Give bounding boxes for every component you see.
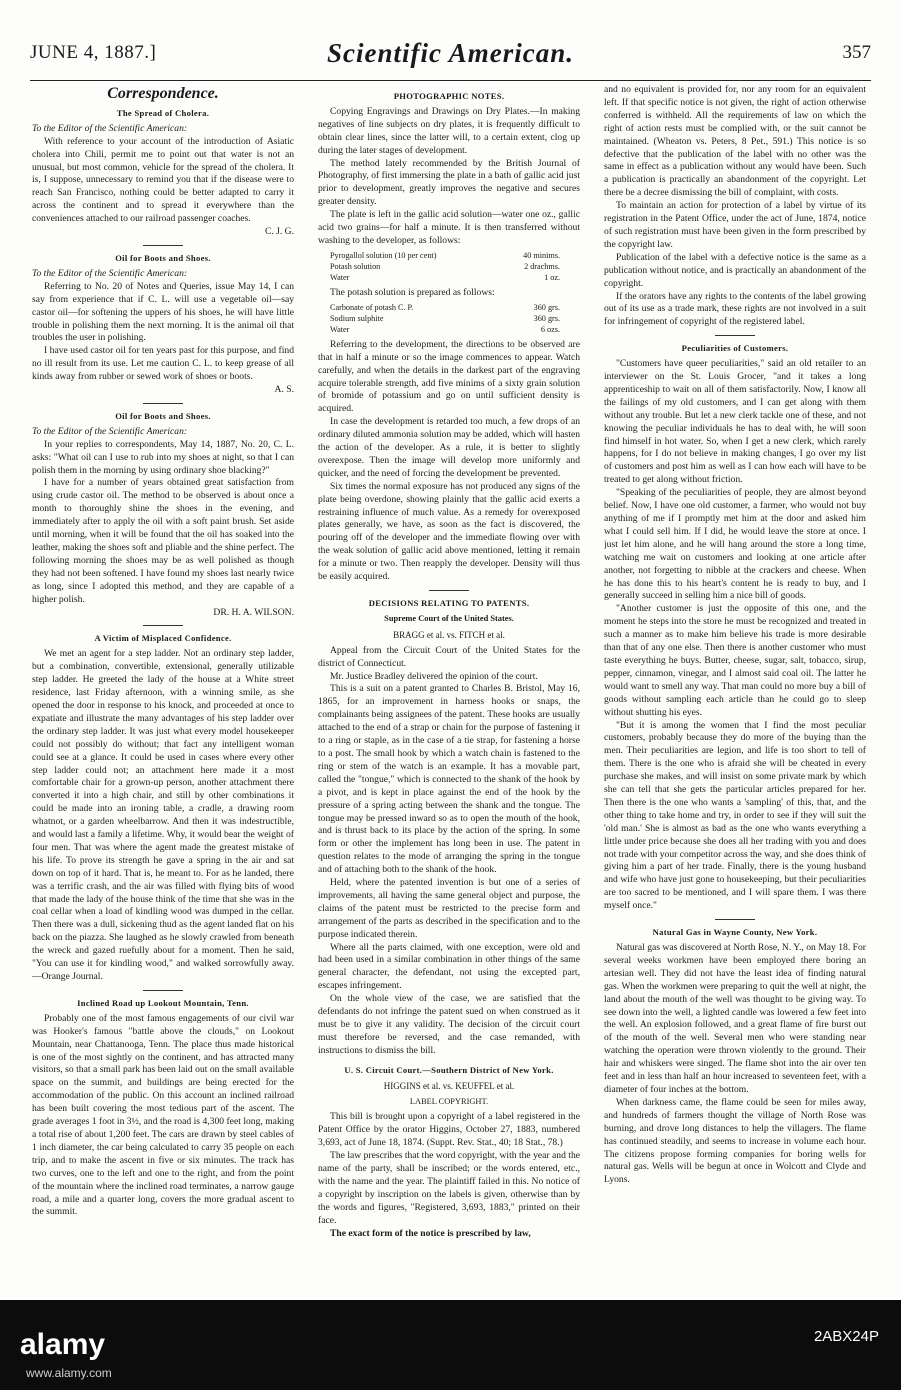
- article-body: Appeal from the Circuit Court of the United States for the district of Connecticut.: [318, 644, 580, 669]
- divider: [715, 919, 755, 920]
- potash-formula: [330, 302, 580, 335]
- article-body: I have for a number of years obtained great satisfaction from using crude castor oil. The method to be observed is about once a month to thoroughly shine the shoes in the evening, and immediately after to apply the oil with a soft paint brush. Set aside until morning, when it will be found that the oil has soaked into the leather, making the shoes soft and pliable and the shine perfect. The following morning the shoes may be as well polished as though they had not been softened. I have found my shoes last nearly twice as long, since I adopted this method, and they are capable of a higher polish.: [32, 477, 294, 605]
- header-rule: [30, 80, 871, 81]
- article-body: Copying Engravings and Drawings on Dry Plates.—In making negatives of line subjects on dry plates, it is frequently difficult to obtain clear lines, since the latter will, to a certain extent, clog up during the later stages of development.: [318, 105, 580, 156]
- formula-row: Water 6 ozs.: [330, 324, 560, 334]
- alamy-logo: alamy: [20, 1328, 106, 1361]
- article-body: In case the development is retarded too much, a few drops of an ordinary diluted ammonia solution may be added, which will hasten the action of the developer. As a rule, it is better to slightly overexpose. Then the image will develop more uniformly and quicker, and the need of forcing the development be prevented.: [318, 416, 580, 479]
- article-heading-circuit: U. S. Circuit Court.—Southern District of New York.: [344, 1064, 554, 1075]
- article-body: Publication of the label with a defective notice is the same as a publication without notice, and is practically an abandonment of the copyright.: [604, 251, 866, 289]
- signature: A. S.: [274, 384, 294, 396]
- formula-row: Water 1 oz.: [330, 272, 560, 282]
- formula-row: Potash solution 2 drachms.: [330, 261, 560, 271]
- article-body: To maintain an action for protection of a label by virtue of its registration in the Patent Office, under the act of June, 1874, notice of such registration must have been given in the form prescribed by the copyright law.: [604, 200, 866, 250]
- article-body: Where all the parts claimed, with one exception, were old and had been used in a similar combination in other things of the same general character, the defendant, not using the excepted part, escapes infringement.: [318, 941, 580, 992]
- case-name: BRAGG et al. vs. FITCH et al.: [393, 629, 505, 640]
- article-body: Probably one of the most famous engagements of our civil war was Hooker's famous "battle above the clouds," on Lookout Mountain, near Chattanooga, Tenn. The place thus made historical is one of the most sightly on the continent, and has attracted many visitors, so that a small park has been laid out on the small available space on the summit, and buildings are being erected for the accommodation of the public. On this account an inclined railroad has been built covering the most tedious part of the ascent. The grade averages 1 foot in 3½, and the road is 4,300 feet long, making a total rise of about 1,200 feet. The cars are drawn by steel cables of 1 inch diameter, the car being calculated to carry 35 people on each trip, and to make the ascent in five or six minutes. The track has two curves, one to the left and one to the right, and from the point of the mountain where the inclined road terminates, a narrow gauge road, a mile and a quarter long, covers the more gradual ascent to the summit.: [32, 1012, 294, 1218]
- article-body: We met an agent for a step ladder. Not an ordinary step ladder, but a combination, convertible, extensional, generally utilizable step ladder. He greeted the lady of the house at a White street residence, last Friday afternoon, with a winning smile, as she opened the door in response to his knock, and proceeded at once to expatiate and illustrate the many advantages of his step ladder over the ordinary step ladder. It was just what every model housekeeper could not possibly do without; that fact any intelligent woman could see at a glance. It could be used in cases where every other step ladder could not; an attachment here made it a most comfortable chair for a grown-up person, another attachment there converted it into a high chair, and still by other combinations it could be made into an ironing table, a cradle, a drawing room whatnot, or a garden wheelbarrow. And then it was indestructible, and would last a family a lifetime. Why, it would bear the weight of four men. That was where the agent made the greatest mistake of his life. To prove its strength he gave a spring in the air and sat down on top of it hard. That is, he meant to. For as he landed, there was a terrific crash, and the air was filled with flying bits of wood that made the lady of the house think of the time that she was in the coal cellar when a load of kindling wood was dumped in the cellar. Then there was a dull, sickening thud as the agent landed flat on his back on the piazza. She laughed as he slowly crawled from beneath the wreck and gazed ruefully about for a moment. Then he said, "You can use it for kindling wood," and walked sorrowfully away.—Orange Journal.: [32, 648, 294, 982]
- article-body: If the orators have any rights to the contents of the label growing out of its use as a trade mark, these rights are not involved in a suit for infringement of copyright of the registered label.: [604, 290, 866, 328]
- article-body: Natural gas was discovered at North Rose, N. Y., on May 18. For several weeks workmen have been employed there boring an artesian well. They did not have the least idea of finding natural gas. When the workmen were preparing to quit the well at night, the land about the mouth of the well was thought to be giving way. To see down into the well, a lighted candle was lowered a few feet into the well. An explosion followed, and a great flame of fire burst out of the mouth of the well. Several men who were standing near watching the operation were thrown violently to the ground. Their hair and whiskers were singed. The flame shot into the air over ten feet and in less than half an hour increased to seventeen feet, with a diameter of four inches at the bottom.: [604, 942, 866, 1095]
- article-body: In your replies to correspondents, May 14, 1887, No. 20, C. L. asks: "What oil can I use to rub into my shoes at night, so that I can polish them in the morning by using ordinary shoe blacking?": [32, 438, 294, 476]
- credit-url: www.alamy.com: [26, 1366, 112, 1380]
- signature: DR. H. A. WILSON.: [213, 606, 294, 618]
- article-body: On the whole view of the case, we are satisfied that the defendants do not infringe the patent sued on when construed as it must be to give it any validity. The decision of the circuit court must therefore be reversed, and the case remanded, with instructions to dismiss the bill.: [318, 993, 580, 1056]
- formula-row: Pyrogallol solution (10 per cent) 40 minims.: [330, 250, 560, 260]
- article-body: "Another customer is just the opposite of this one, and the moment he steps into the store he must be recognized and treated in such a manner as to make him believe his trade is more desirable than that of any one else. Then there is another customer who must taste everything he buys. Butter, cheese, sugar, salt, tobacco, sirup, pepper, cinnamon, vinegar, and I almost said coal oil. The latter he would want to smell any way. That man could no more buy a bill of goods without sampling each article than he could go to sleep without shutting his eyes.: [604, 603, 866, 718]
- article-body: Referring to the development, the directions to be observed are that in half a minute or so the image commences to appear. Watch carefully, and when the details in the darkest part of the engraving acquire tolerable strength, add five minims of a sixty grain solution of bromide of potassium and go on until sufficient density is acquired.: [318, 338, 580, 415]
- divider: [715, 335, 755, 336]
- column-1: [32, 84, 294, 1294]
- article-heading-patents: DECISIONS RELATING TO PATENTS.: [368, 598, 530, 608]
- article-body: The plate is left in the gallic acid solution—water one oz., gallic acid two grains—for half a minute. It is then transferred without washing to the developer, as follows:: [318, 209, 580, 246]
- divider: [143, 245, 183, 246]
- section-title: Correspondence.: [107, 85, 219, 102]
- article-heading-gas: Natural Gas in Wayne County, New York.: [652, 927, 818, 938]
- formula-row: Sodium sulphite 360 grs.: [330, 313, 560, 323]
- article-body: I have used castor oil for ten years past for this purpose, and find no ill result from its use. Let me caution C. L. to keep grease of all kinds away from rubber or sewed work of shoes or boots.: [32, 345, 294, 383]
- article-heading-boots-2: Oil for Boots and Shoes.: [115, 410, 211, 421]
- issue-date: JUNE 4, 1887.]: [30, 42, 157, 63]
- article-body: With reference to your account of the introduction of Asiatic cholera into Chili, permit me to point out that water is not an unusual, but most common, vehicle for the spread of the cholera. It is, I suppose, unnecessary to remind you that if the disease were to reach San Francisco, nothing could be better adapted to carry it across the continent and to spread it everywhere than the conveniences attached to our railroad passenger coaches.: [32, 135, 294, 225]
- signature: C. J. G.: [264, 226, 294, 238]
- article-heading-lookout: Inclined Road up Lookout Mountain, Tenn.: [77, 997, 249, 1008]
- image-id-text: 2ABX24P: [813, 1328, 879, 1345]
- article-body: The law prescribes that the word copyright, with the year and the name of the party, shall be inscribed; or the words entered, etc., with the name and the year. The plaintiff failed in this. No notice of a copyright by inscription on the labels is given, otherwise than by the words and figures, "Registered, 3,693, 1883," printed on their face.: [318, 1150, 580, 1226]
- image-id: [814, 1328, 879, 1348]
- article-body: "Customers have queer peculiarities," said an old retailer to an interviewer on the St. Louis Grocer, "and it takes a long apprenticeship to wait on all of them satisfactorily. Now, I know all the failings of my old customers, and I can get along with them without any trouble. But let a new clerk tackle one of these, and not knowing the peculiar individuals he has to deal with, he will soon find himself in hot water. So, when I get a new clerk, which rarely happens, for I do not believe in making changes, I go over my list of customers and post him as well as I can how each will have to be treated to get along without friction.: [604, 358, 866, 486]
- article-body: Held, where the patented invention is but one of a series of improvements, all having the same general object and purpose, the claims of the patent must be restricted to the precise form and arrangement of the parts as described in the specification and to the purpose indicated therein.: [318, 877, 580, 940]
- court-name: Supreme Court of the United States.: [384, 613, 514, 623]
- editor-salutation: To the Editor of the Scientific American:: [32, 425, 188, 437]
- article-body: Six times the normal exposure has not produced any signs of the plate being overdone, showing plainly that the gallic acid exerts a restraining influence of much value. As a remedy for overexposed plates generally, we have, as soon as the fact is discovered, the pouring off of the developer and the immediate flowing over with the weak solution of gallic acid above mentioned, letting it remain for a minute or two. Then reapply the developer. Density will thus be easily acquired.: [318, 480, 580, 583]
- article-heading-victim: A Victim of Misplaced Confidence.: [94, 633, 232, 644]
- article-heading-boots-1: Oil for Boots and Shoes.: [115, 252, 211, 263]
- article-body: When darkness came, the flame could be seen for miles away, and hundreds of farmers thought the village of North Rose was burning, and drove long distances to help the villagers. The flame has continued steadily, and seems to increase in volume each hour. The citizens propose forming companies for boring wells for natural gas. Wells will be begun at once in Wolcott and Clyde and Lyons.: [604, 1096, 866, 1186]
- page-number: 357: [842, 42, 871, 63]
- divider: [143, 403, 183, 404]
- divider: [143, 625, 183, 626]
- article-heading-customers: Peculiarities of Customers.: [681, 343, 789, 354]
- case-name: HIGGINS et al. vs. KEUFFEL et al.: [383, 1080, 515, 1091]
- article-heading-cholera: The Spread of Cholera.: [116, 107, 210, 118]
- article-body: This bill is brought upon a copyright of a label registered in the Patent Office by the orator Higgins, October 27, 1883, numbered 3,693, act of June 18, 1874. (Suppt. Rev. Stat., 40; 18 Stat., 78.): [318, 1111, 580, 1149]
- masthead: [30, 38, 871, 76]
- article-heading-photo: PHOTOGRAPHIC NOTES.: [393, 91, 505, 101]
- subheading: LABEL COPYRIGHT.: [409, 1096, 489, 1106]
- article-body: Mr. Justice Bradley delivered the opinion of the court.: [330, 670, 538, 682]
- column-3: [604, 84, 866, 1294]
- article-body: Referring to No. 20 of Notes and Queries, issue May 14, I can say from experience that if C. L. will use a vegetable oil—say castor oil—for softening the uppers of his shoes, he will have little trouble in polishing them the next morning. It is the animal oil that troubles the user in polishing.: [32, 280, 294, 344]
- article-body: The method lately recommended by the British Journal of Photography, of first immersing the plate in a bath of gallic acid just prior to development, greatly improves the negative and secures greater density.: [318, 157, 580, 208]
- article-body: This is a suit on a patent granted to Charles B. Bristol, May 16, 1865, for an improvement in harness hooks or snaps, the complainants being assignees of the patent. These hooks are usually attached to the end of a strap or chain for the purpose of fastening it to a ring or staple, as in the case of a tie strap, for fastening a horse to a post. The small hook by which a watch chain is fastened to the ring or stem of the watch is an example. It has a movable part, called the "tongue," which is connected to the shank of the hook by a pivot, and is kept in place against the end of the hook by the pressure of a spring acting between the shank and the tongue. The tongue may be pressed inward so as to open the mouth of the hook, and is thrust back to its place by the action of the spring. In some form or other the implement has long been in use. The patent in question relates to the mode of arranging the spring in the tongue and of attaching both to the shank of the hook.: [318, 683, 580, 876]
- article-body: The potash solution is prepared as follows:: [330, 286, 495, 298]
- divider: [429, 590, 469, 591]
- article-body: and no equivalent is provided for, nor any room for an equivalent left. If that specific notice is not given, the right of action otherwise conferred is withheld. All the requirements of law on which the right of action rests must be complied with, or the suit cannot be maintained. (Wheaton vs. Peters, 8 Pet., 591.) This notice is so defective that the publication of the label with no other was the same in effect as a publication without any would have been. Such a publication is practically an abandonment of the copyright. Let there be a decree dismissing the bill of complaint, with costs.: [604, 84, 866, 199]
- editor-salutation: To the Editor of the Scientific American:: [32, 122, 188, 134]
- editor-salutation: To the Editor of the Scientific American:: [32, 267, 188, 279]
- publication-title: Scientific American.: [327, 38, 574, 68]
- formula-row: Carbonate of potash C. P. 360 grs.: [330, 302, 560, 312]
- article-body: "But it is among the women that I find the most peculiar customers, probably because they do more of the buying than the men. Their peculiarities are legion, and life is too short to tell of them. There is the one who is afraid she will be cheated in every purchase she makes, and will insist on some private mark by which she can tell that she gets the particular articles prepared for her. Then there is the one who wants a 'sampling' of this, that, and the other thing to take home and try, in order to see if they will suit the 'old man.' She is almost as bad as the one who wants everything a little under price because she does all her trading with you and does not trade with your competitor across the way, and she does think of giving him a part of her trade. Finally, there is the young husband and wife who have just gone to housekeeping, but their peculiarities are too sacred to be mentioned, and I will spare them. I was there myself once.": [604, 719, 866, 912]
- developer-formula: [330, 250, 580, 283]
- column-2: [318, 84, 580, 1294]
- divider: [143, 990, 183, 991]
- stock-credit-bar: [0, 1300, 901, 1390]
- article-body: "Speaking of the peculiarities of people, they are almost beyond belief. Now, I have one old customer, a farmer, who would not buy anything of me if I promptly met him at the door and asked him what I could sell him. If I did, he would leave the store at once. I just let him alone, and he will hang around the store a long time, watching me wait on customers and looking at one article after another, not forgetting to nibble at the crackers and cheese. When he has done this to his heart's content he is ready to buy, and I generally succeed in selling him a nice bill of goods.: [604, 487, 866, 602]
- article-body: The exact form of the notice is prescribed by law,: [330, 1227, 531, 1239]
